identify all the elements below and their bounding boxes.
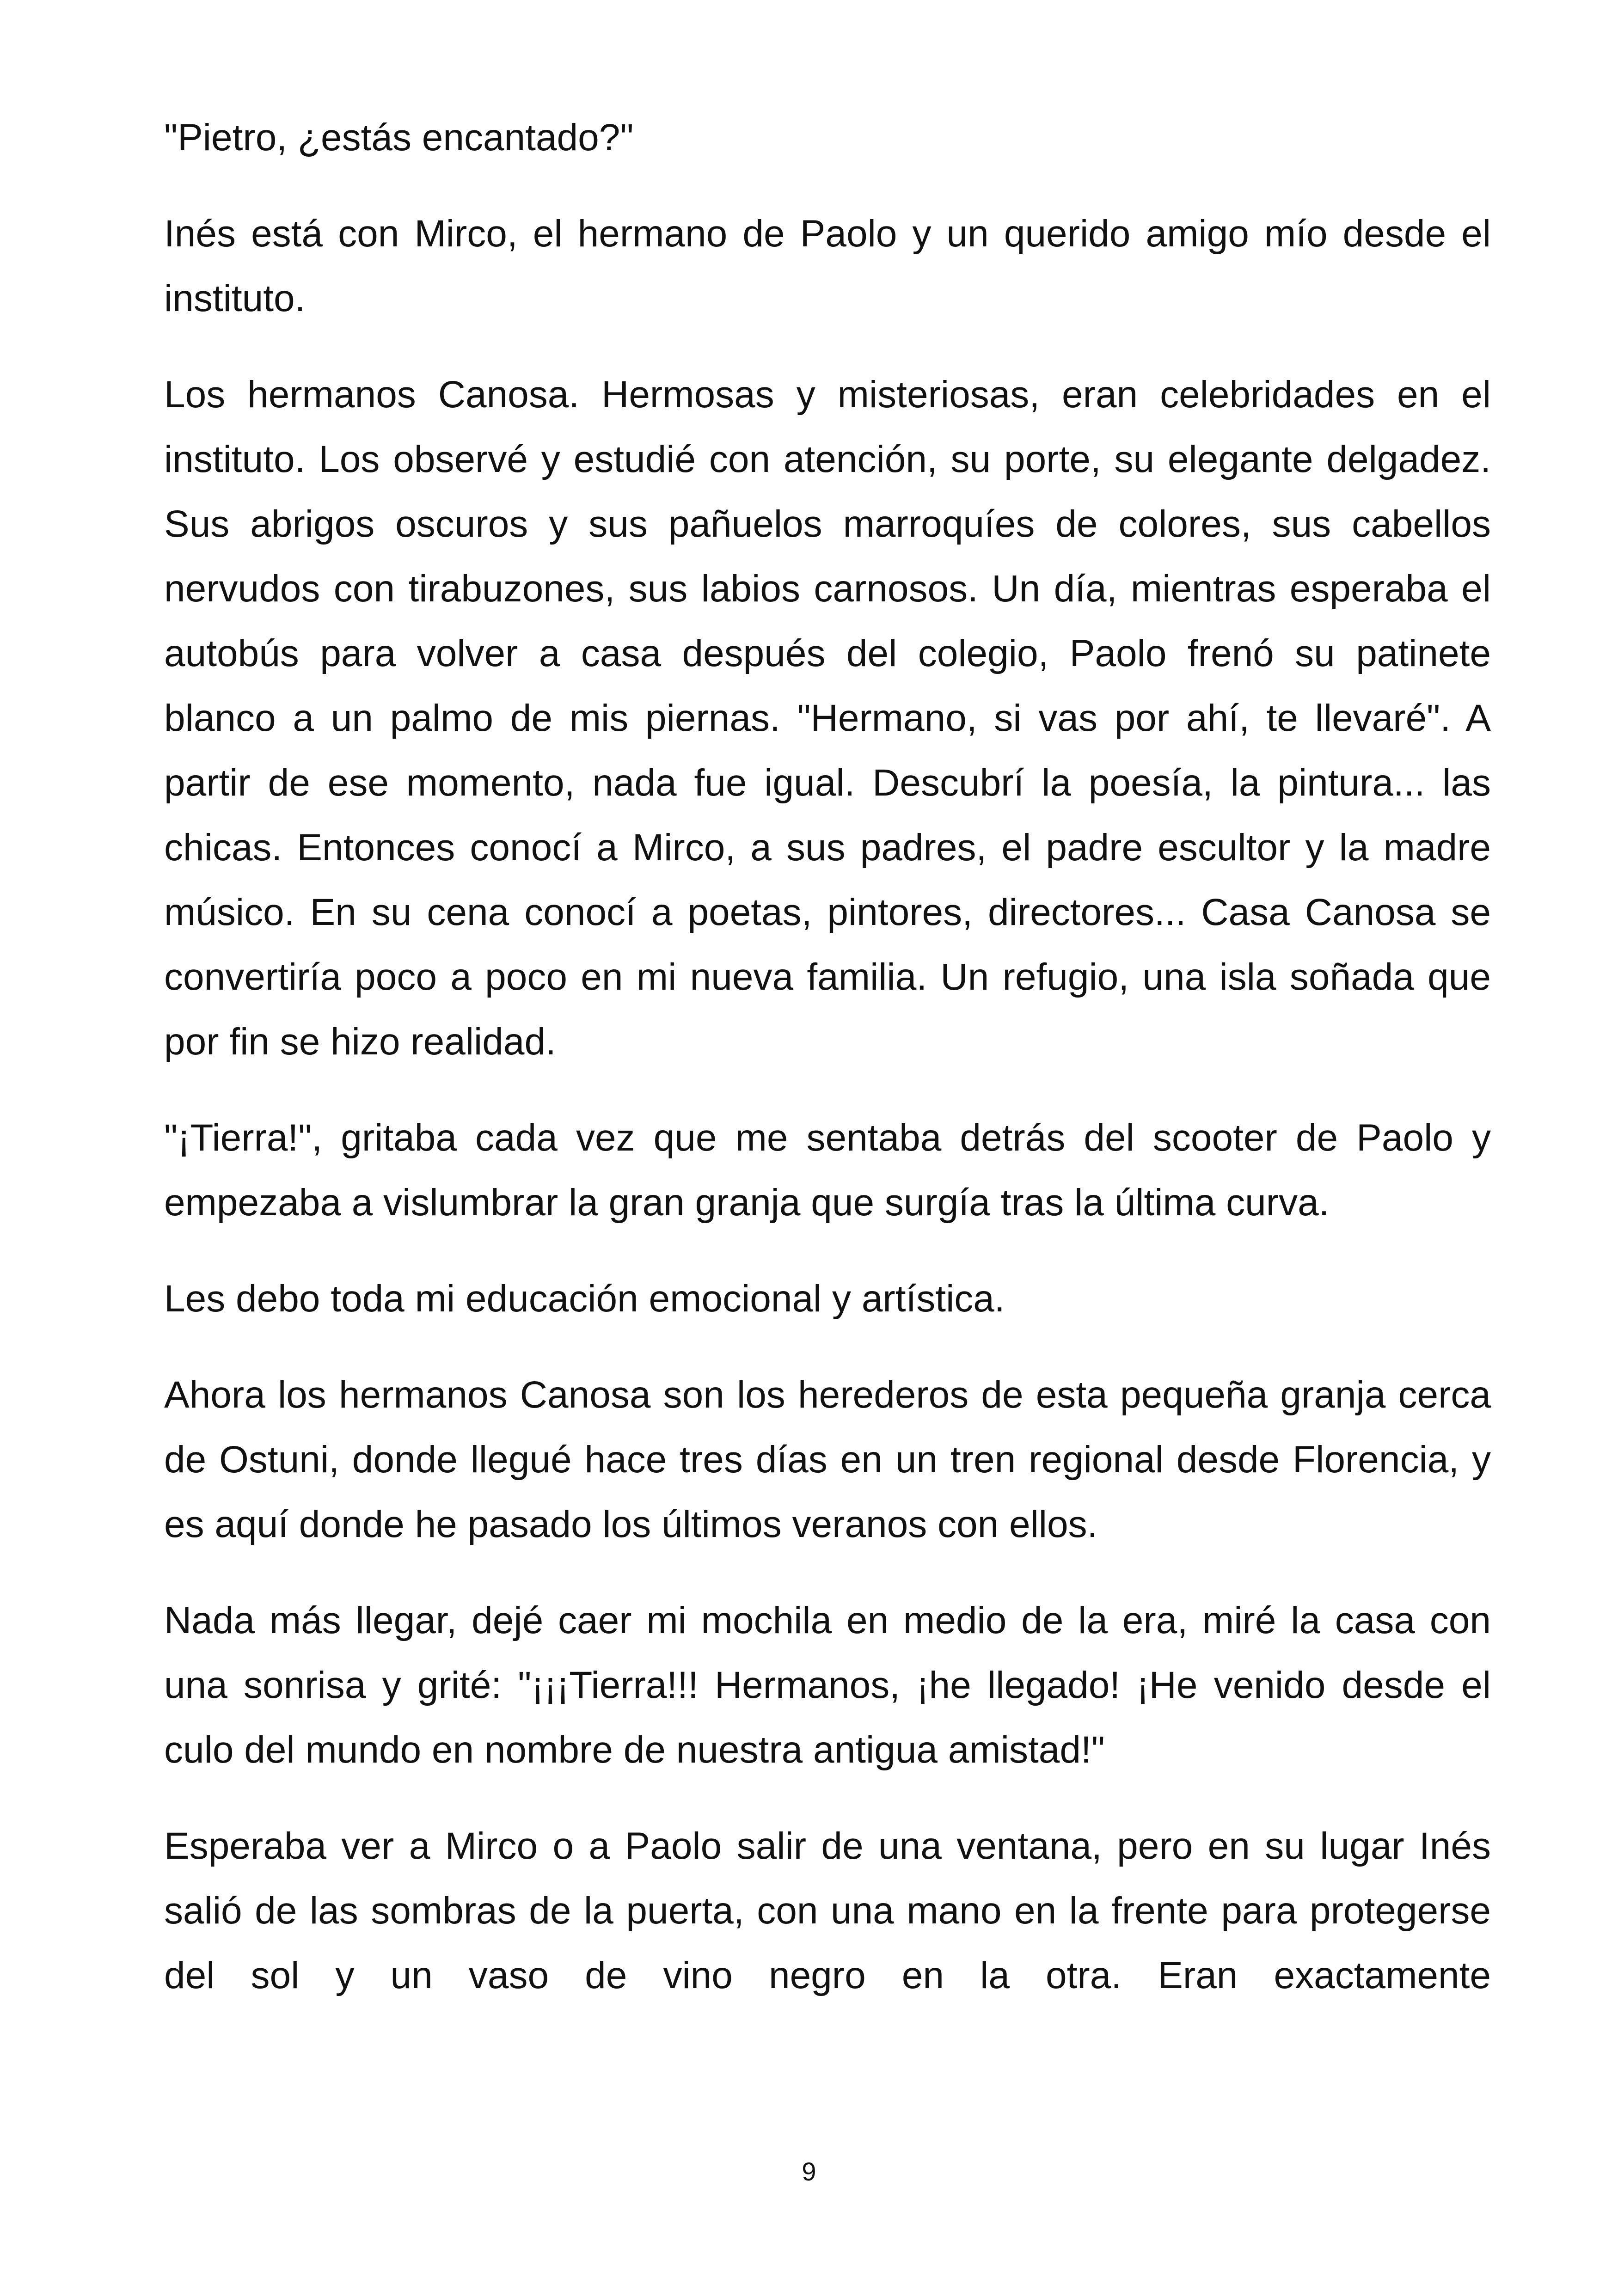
body-text <box>164 105 1491 2008</box>
paragraph: "¡Tierra!", gritaba cada vez que me sentaba detrás del scooter de Paolo y empezaba a vislumbrar la gran granja que surgía tras la última curva. <box>164 1117 1491 1224</box>
paragraph: "Pietro, ¿estás encantado?" <box>164 116 634 159</box>
paragraph: Ahora los hermanos Canosa son los herederos de esta pequeña granja cerca de Ostuni, donde llegué hace tres días en un tren regional desde Florencia, y es aquí donde he pasado los últimos veranos con ellos. <box>164 1374 1491 1545</box>
paragraph: Nada más llegar, dejé caer mi mochila en medio de la era, miré la casa con una sonrisa y grité: "¡¡¡Tierra!!! Hermanos, ¡he llegado! ¡He venido desde el culo del mundo en nombre de nuestra antigua amistad!" <box>164 1599 1491 1771</box>
page-number: 9 <box>802 2157 816 2186</box>
paragraph: Les debo toda mi educación emocional y artística. <box>164 1278 1005 1320</box>
paragraph: Los hermanos Canosa. Hermosas y misteriosas, eran celebridades en el instituto. Los observé y estudié con atención, su porte, su elegante delgadez. Sus abrigos oscuros y sus pañuelos marroquíes de colores, sus cabellos nervudos con tirabuzones, sus labios carnosos. Un día, mientras esperaba el autobús para volver a casa después del colegio, Paolo frenó su patinete blanco a un palmo de mis piernas. "Hermano, si vas por ahí, te llevaré". A partir de ese momento, nada fue igual. Descubrí la poesía, la pintura... las chicas. Entonces conocí a Mirco, a sus padres, el padre escultor y la madre músico. En su cena conocí a poetas, pintores, directores... Casa Canosa se convertiría poco a poco en mi nueva familia. Un refugio, una isla soñada que por fin se hizo realidad. <box>164 373 1491 1063</box>
paragraph: Esperaba ver a Mirco o a Paolo salir de una ventana, pero en su lugar Inés salió de las sombras de la puerta, con una mano en la frente para protegerse del sol y un vaso de vino negro en la otra. Eran exactamente <box>164 1825 1491 1996</box>
paragraph: Inés está con Mirco, el hermano de Paolo y un querido amigo mío desde el instituto. <box>164 213 1491 319</box>
